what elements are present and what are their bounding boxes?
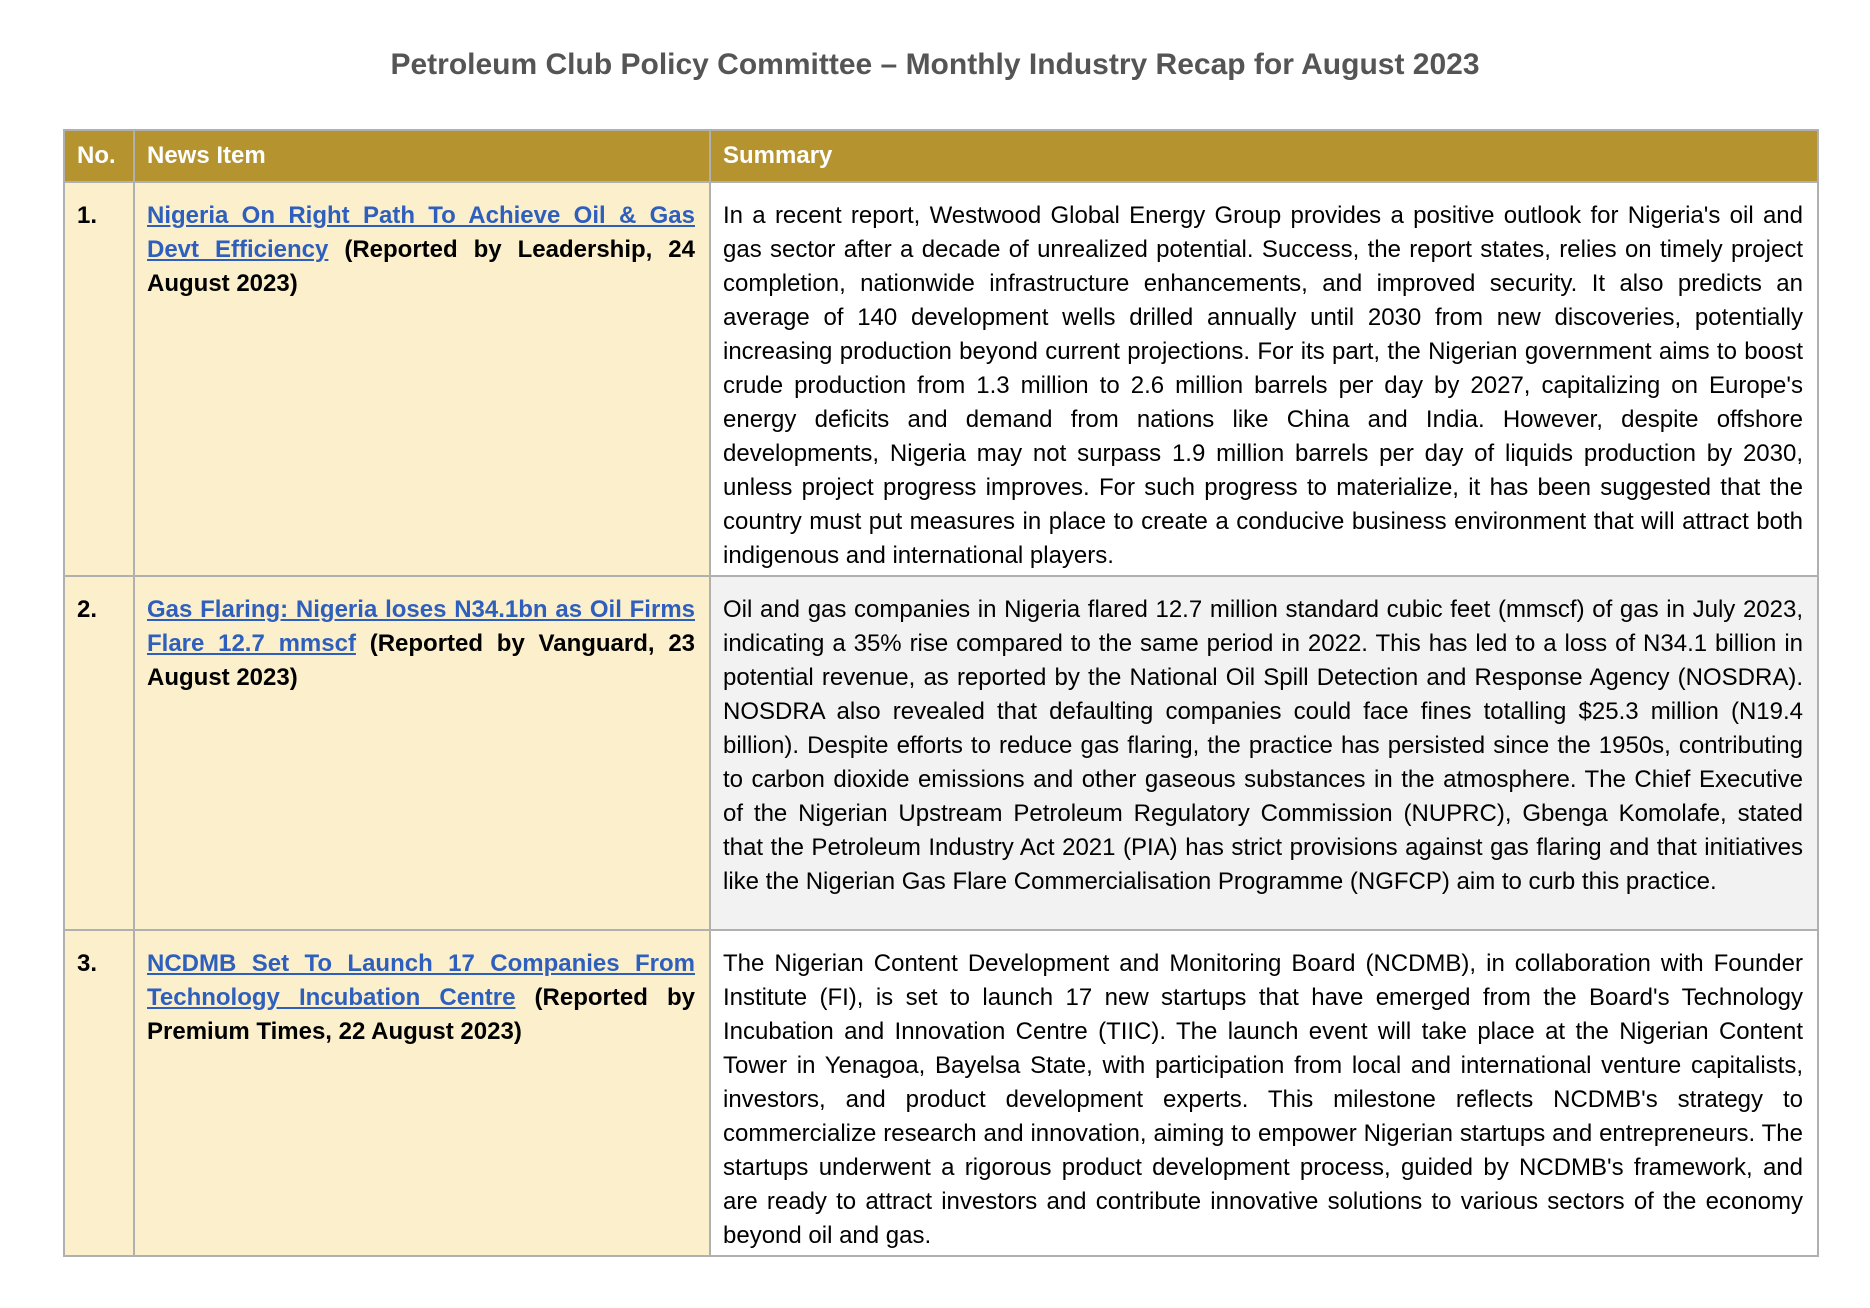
row-number: 2.	[64, 576, 134, 930]
row-number: 3.	[64, 930, 134, 1256]
news-source: (Reported by Leadership, 24 August 2023)	[147, 236, 695, 297]
summary-cell: In a recent report, Westwood Global Energy Group provides a positive outlook for Nigeria's oil and gas sector after a decade of unrealized potential. Success, the report states, relies on timely project completion, nationwide infrastructure enhancements, and improved security. It also predicts an average of 140 development wells drilled annually until 2030 from new discoveries, potentially increasing production beyond current projections. For its part, the Nigerian government aims to boost crude production from 1.3 million to 2.6 million barrels per day by 2027, capitalizing on Europe's energy deficits and demand from nations like China and India. However, despite offshore developments, Nigeria may not surpass 1.9 million barrels per day of liquids production by 2030, unless project progress improves. For such progress to materialize, it has been suggested that the country must put measures in place to create a conducive business environment that will attract both indigenous and international players.	[710, 182, 1818, 576]
news-item-cell	[134, 930, 710, 1256]
row-number: 1.	[64, 182, 134, 576]
news-headline-link[interactable]: Nigeria On Right Path To Achieve Oil & Gas Devt Efficiency	[147, 202, 695, 263]
news-headline-link[interactable]: NCDMB Set To Launch 17 Companies From Technology Incubation Centre	[147, 950, 695, 1011]
news-recap-table	[63, 129, 1819, 1257]
header-news-item: News Item	[134, 130, 710, 182]
table-header	[64, 130, 1818, 182]
header-summary: Summary	[710, 130, 1818, 182]
header-row	[64, 130, 1818, 182]
table-row	[64, 930, 1818, 1256]
summary-cell: Oil and gas companies in Nigeria flared 12.7 million standard cubic feet (mmscf) of gas in July 2023, indicating a 35% rise compared to the same period in 2022. This has led to a loss of N34.1 billion in potential revenue, as reported by the National Oil Spill Detection and Response Agency (NOSDRA). NOSDRA also revealed that defaulting companies could face fines totalling $25.3 million (N19.4 billion). Despite efforts to reduce gas flaring, the practice has persisted since the 1950s, contributing to carbon dioxide emissions and other gaseous substances in the atmosphere. The Chief Executive of the Nigerian Upstream Petroleum Regulatory Commission (NUPRC), Gbenga Komolafe, stated that the Petroleum Industry Act 2021 (PIA) has strict provisions against gas flaring and that initiatives like the Nigerian Gas Flare Commercialisation Programme (NGFCP) aim to curb this practice.	[710, 576, 1818, 930]
summary-cell: The Nigerian Content Development and Monitoring Board (NCDMB), in collaboration with Founder Institute (FI), is set to launch 17 new startups that have emerged from the Board's Technology Incubation and Innovation Centre (TIIC). The launch event will take place at the Nigerian Content Tower in Yenagoa, Bayelsa State, with participation from local and international venture capitalists, investors, and product development experts. This milestone reflects NCDMB's strategy to commercialize research and innovation, aiming to empower Nigerian startups and entrepreneurs. The startups underwent a rigorous product development process, guided by NCDMB's framework, and are ready to attract investors and contribute innovative solutions to various sectors of the economy beyond oil and gas.	[710, 930, 1818, 1256]
news-source: (Reported by Vanguard, 23 August 2023)	[147, 630, 696, 691]
news-headline-link[interactable]: Gas Flaring: Nigeria loses N34.1bn as Oil Firms Flare 12.7 mmscf	[147, 596, 695, 657]
news-item-cell	[134, 576, 710, 930]
header-no: No.	[64, 130, 134, 182]
table-row	[64, 576, 1818, 930]
table-row	[64, 182, 1818, 576]
page-title: Petroleum Club Policy Committee – Monthly Industry Recap for August 2023	[390, 48, 1480, 81]
news-source: (Reported by Premium Times, 22 August 2023)	[147, 984, 695, 1045]
news-item-cell	[134, 182, 710, 576]
